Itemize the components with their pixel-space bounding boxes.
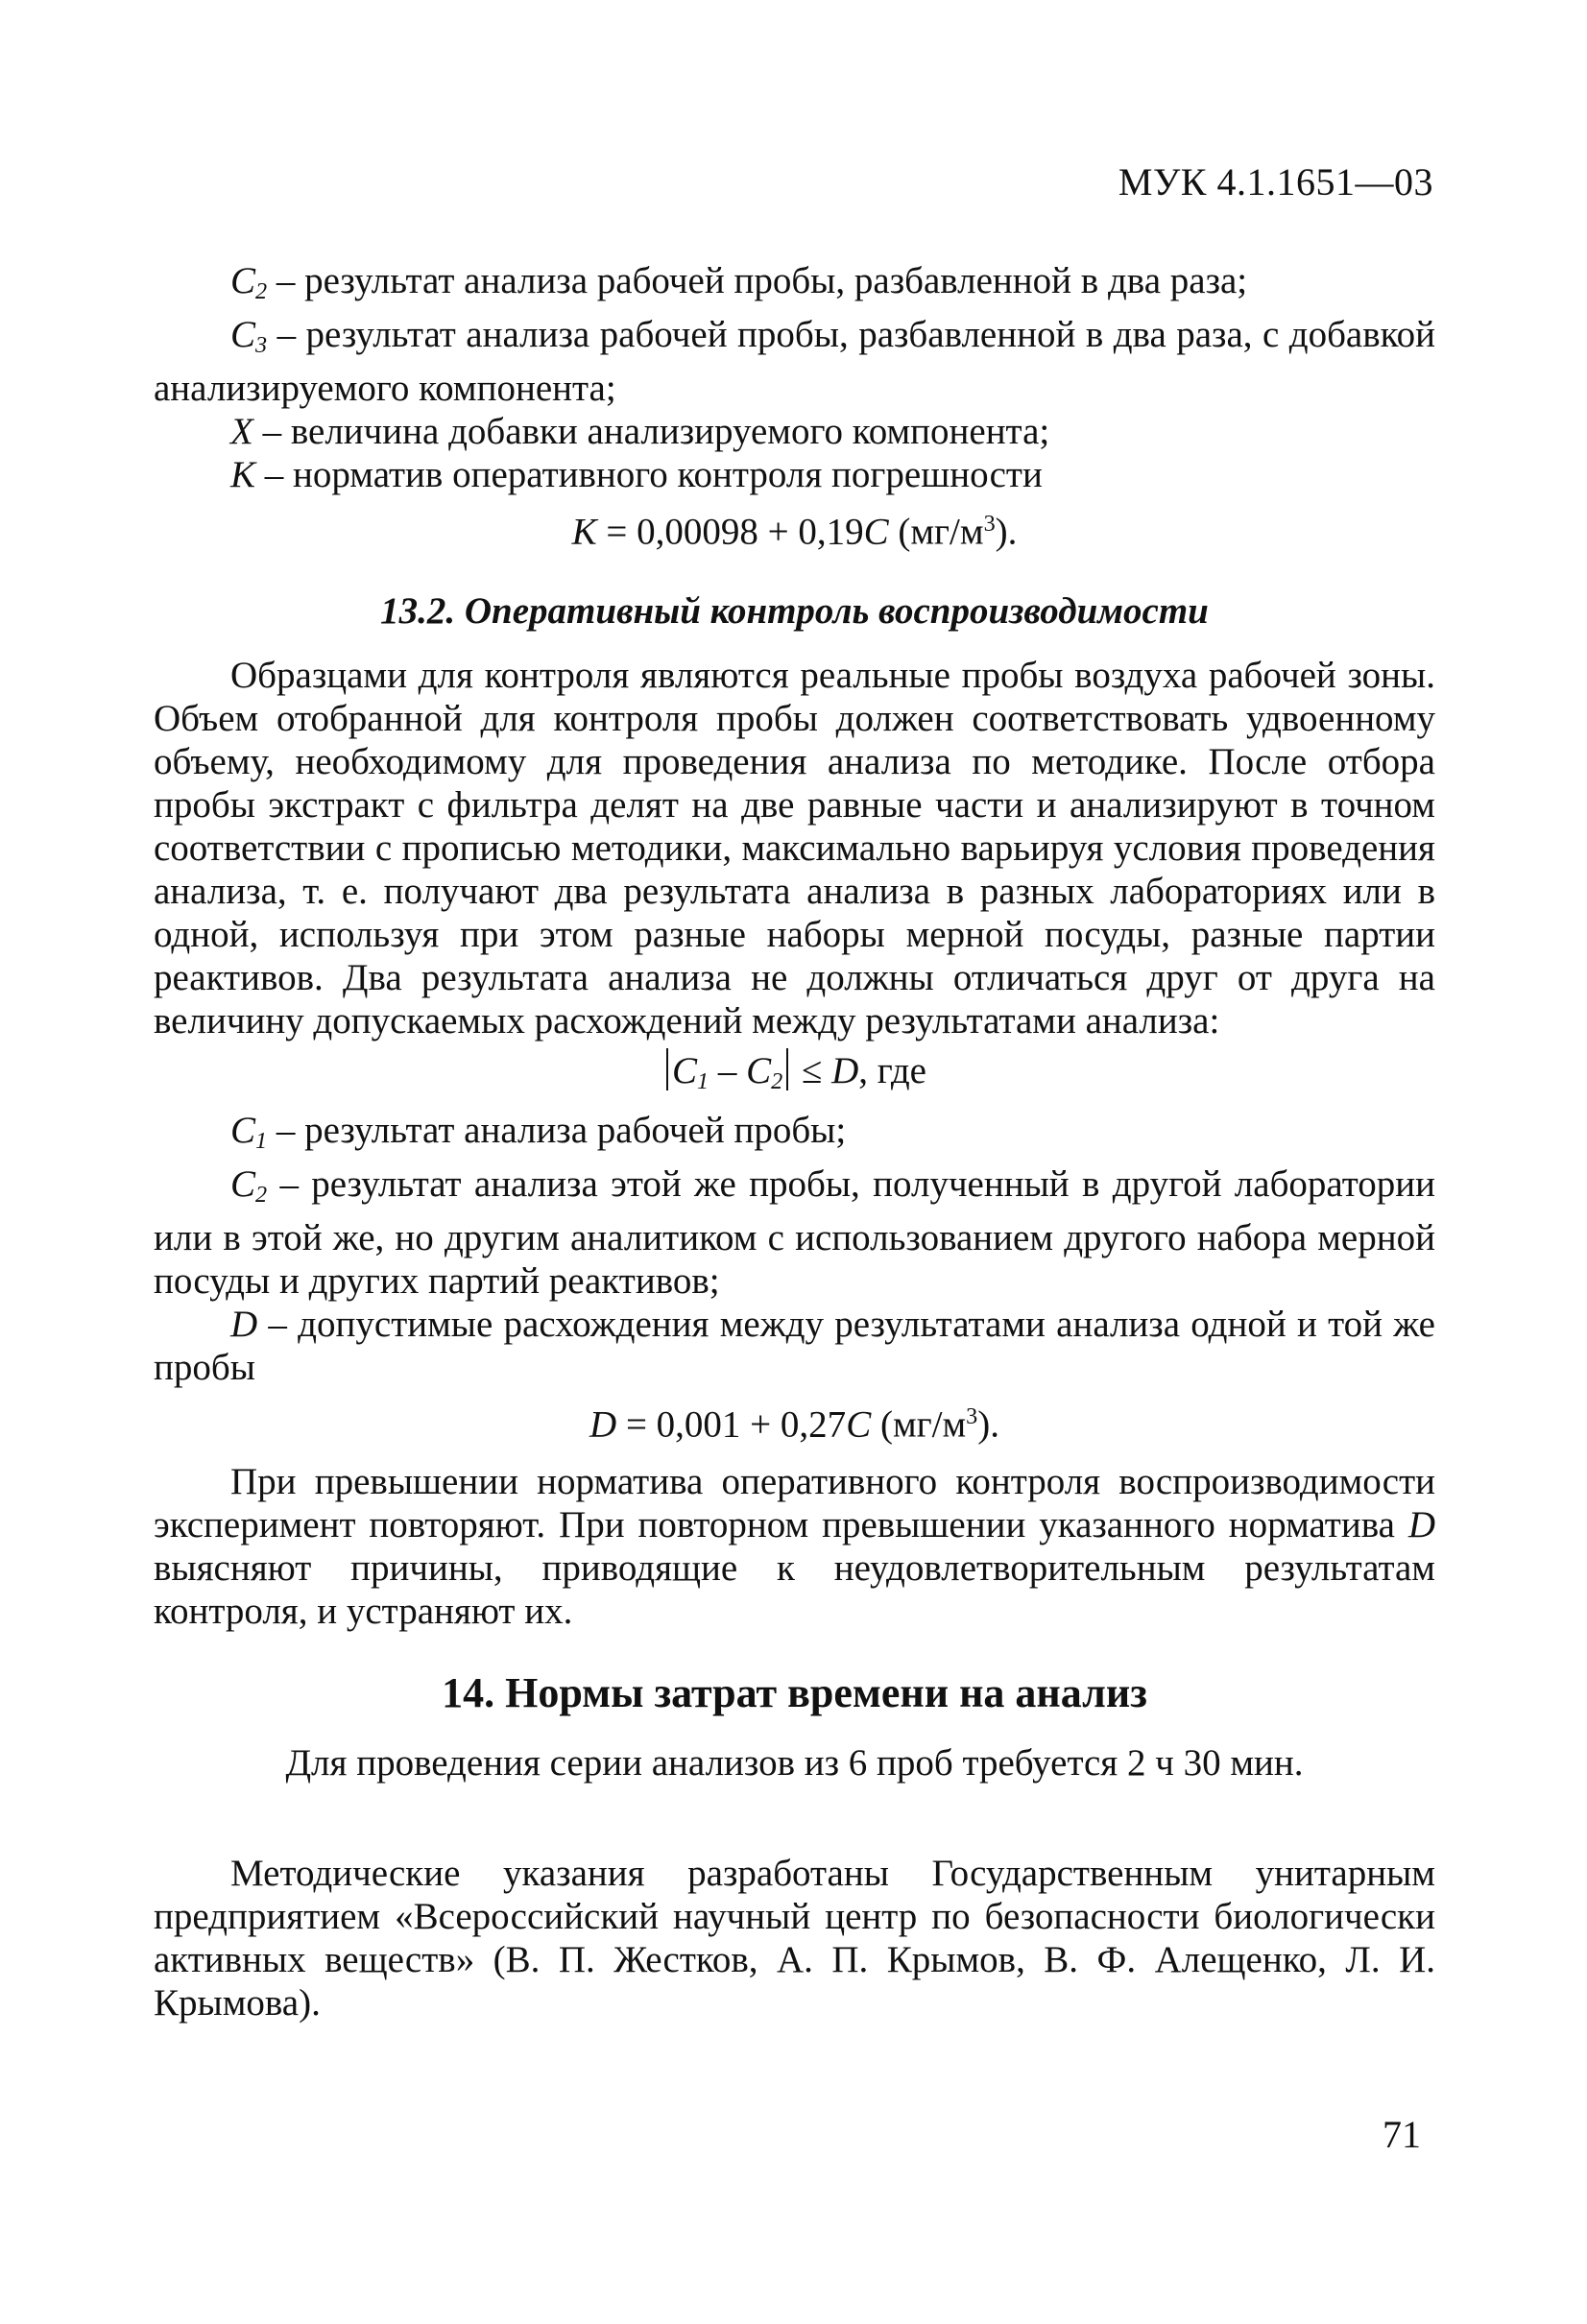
time-norm-text: Для проведения серии анализов из 6 проб требуется 2 ч 30 мин. — [285, 1741, 1304, 1784]
definition-c3: $C_3$ – результат анализа рабочей пробы, разбавленной в два раза, с добавкой анализируемого компонента; — [154, 314, 1435, 410]
paragraph-reproducibility: Образцами для контроля являются реальные пробы воздуха рабочей зоны. Объем отобранной для контроля пробы должен соответствовать удвоенному объему, необходимому для проведения анализа по методике. После отбора пробы экстракт с фильтра делят на две равные части и анализируют в точном соответствии с прописью методики, максимально варьируя условия проведения анализа, т. е. получают два результата анализа в разных лабораториях или в одной, используя при этом разные наборы мерной посуды, разные партии реактивов. Два результата анализа не должны отличаться друг от друга на величину допускаемых расхождений между результатами анализа: — [154, 655, 1435, 1042]
section-heading-13-2: 13.2. Оперативный контроль воспроизводимости — [380, 590, 1209, 633]
document-code: МУК 4.1.1651—03 — [1118, 160, 1433, 204]
abs-bar-right — [786, 1048, 788, 1090]
definition-k: K – норматив оперативного контроля погрешности — [230, 454, 1043, 496]
formula-k: K = 0,00098 + 0,19C $(мг/м^3)$. — [571, 511, 1018, 553]
definition-c2: $C_2$ – результат анализа рабочей пробы, разбавленной в два раза; — [230, 260, 1248, 305]
page-content — [154, 259, 1435, 2062]
abs-bar-left — [666, 1048, 668, 1090]
definition-d: D – допустимые расхождения между результатами анализа одной и той же пробы — [154, 1304, 1435, 1389]
page-number: 71 — [1383, 2113, 1421, 2156]
paragraph-exceed-norm: При превышении норматива оперативного контроля воспроизводимости эксперимент повторяют. При повторном превышении указанного норматива D выясняют причины, приводящие к неудовлетворительным результатам контроля, и устраняют их. — [154, 1460, 1435, 1632]
definition-x: X – величина добавки анализируемого компонента; — [230, 411, 1050, 453]
definition-c1: $C_1$ – результат анализа рабочей пробы; — [230, 1110, 847, 1155]
definition-c2-second: $C_2$ – результат анализа этой же пробы, полученный в другой лаборатории или в этой же, но другим аналитиком с использованием другого набора мерной посуды и других партий реактивов; — [154, 1163, 1435, 1303]
credits-paragraph: Методические указания разработаны Государственным унитарным предприятием «Всероссийский научный центр по безопасности биологически активных веществ» (В. П. Жестков, А. П. Крымов, В. Ф. Алещенко, Л. И. Крымова). — [154, 1852, 1435, 2024]
formula-abs-difference: $C_1 - C_2 \le D$, где — [154, 1048, 1435, 1103]
formula-d: D = 0,001 + 0,27C $(мг/м^3)$. — [589, 1403, 999, 1446]
section-heading-14: 14. Нормы затрат времени на анализ — [442, 1668, 1147, 1716]
